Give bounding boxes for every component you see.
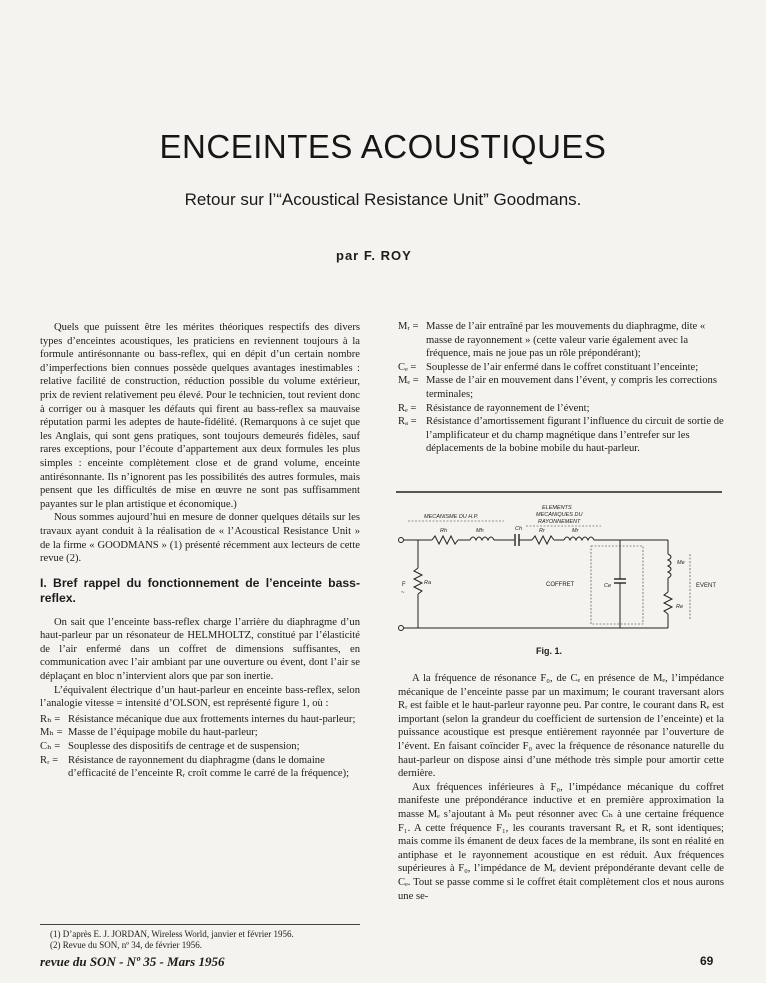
page-title: ENCEINTES ACOUSTIQUES [159, 128, 607, 165]
figure-caption: Fig. 1. [536, 646, 563, 656]
right-paragraph-2: Aux fréquences inférieures à F₀, l’impédance mécanique du coffret manifeste une prépondérance inductive et en première approximation la masse Mₑ s’ajoutant à Mₕ peut résonner avec Cₕ à une certaine fréquence F₁. A cette fréquence F₁, les courants traversant Rₑ et Rᵣ sont identiques; mais comme ils émanent de deux faces de la membrane, ils sont en réalité en antiphase et le rayonnement acoustique en est réduit. Aux fréquences supérieures à F₀, l’impédance de Mₑ devient prépondérante devant celle de Cₑ. Tout se passe comme si le coffret était complètement clos et nous aurons une se- [398, 781, 724, 902]
intro-paragraph-1: Quels que puissent être les mérites théoriques respectifs des divers types d’enceintes acoustiques, les praticiens en reviennent toujours à la formule antirésonnante ou bass-reflex, qui en dépit d’un certain nombre d’imperfections bien connues possède quelques avantages inestimables : relative facilité de construction, réduction possible du volume extérieur, prix de revient relativement peu élevé. Pour le technicien, tout revient donc à corriger ou à masquer les défauts qui firent au bass-reflex sa mauvaise réputation parmi les adeptes de haute-fidélité. (Remarquons à ce sujet que les Anglais, qui sont gens pratiques, sont toujours demeurés fidèles, sauf rares exceptions, pour l’écoute d’appartement aux deux formules les plus simples : enceinte complètement close et de grand volume, enceinte antirésonnante. Ils n’ignorent pas les possibilités des autres formules, mais pensent que les difficultés de mise en œuvre ne sont pas suffisamment payantes sur le plan artistique et économique.) [40, 322, 360, 510]
figure-1-circuit-diagram [396, 488, 726, 658]
definition-text: Résistance de rayonnement de l’évent; [426, 402, 590, 414]
definition-text: Résistance de rayonnement du diaphragme (dans le domaine d’efficacité de l’enceinte Rᵣ croît comme le carré de la fréquence); [68, 754, 350, 780]
definition-item [40, 726, 360, 740]
definition-text: Masse de l’équipage mobile du haut-parleur; [68, 727, 258, 739]
definition-symbol: Rₕ = [40, 713, 61, 725]
label-mecaniques: MECANIQUES DU [536, 512, 583, 518]
right-column [398, 318, 724, 456]
definition-text: Souplesse de l’air enfermé dans le coffret constituant l’enceinte; [426, 361, 699, 373]
definition-symbol: Rₐ = [398, 416, 417, 428]
definition-item [398, 361, 724, 375]
right-column-text [398, 672, 724, 903]
section-heading: I. Bref rappel du fonctionnement de l’enceinte bass-reflex. [40, 575, 360, 605]
section-paragraph-2: L’équivalent électrique d’un haut-parleur en enceinte bass-reflex, selon l’analogie vitesse = intensité d’OLSON, est représenté figure 1, où : [40, 684, 360, 710]
label-mecanisme: MECANISME DU H.P. [424, 514, 479, 520]
footnote-1: (1) D’après E. J. JORDAN, Wireless World, janvier et février 1956. [50, 929, 294, 939]
section-paragraph-1: On sait que l’enceinte bass-reflex charge l’arrière du diaphragme d’un haut-parleur par un résonateur de HELMHOLTZ, constitué par l’élasticité de l’air enfermé dans un coffret de dimensions suffisantes, en communication avec l’air ambiant par une ouverture ou évent, dont l’air se déplaçant en bloc n’intervient alors que par son inertie. [40, 616, 360, 683]
resistor-ra [414, 568, 422, 594]
inductor-mr [564, 537, 594, 540]
footnote-2: (2) Revue du SON, nº 34, de février 1956. [50, 940, 203, 950]
definition-item [398, 320, 724, 361]
left-column [40, 321, 360, 781]
definition-symbol: Cₕ = [40, 741, 61, 753]
definition-text: Masse de l’air entraîné par les mouvements du diaphragme, dite « masse de rayonnement » (cette valeur varie également avec la fréquence, mais ne joue pas un rôle prépondérant); [426, 321, 706, 360]
definition-symbol: Rᵣ = [40, 754, 59, 766]
definition-symbol: Mᵣ = [398, 321, 419, 332]
definition-list-left [40, 713, 360, 781]
coffret-box [591, 546, 643, 624]
journal-footer: revue du SON - Nº 35 - Mars 1956 [40, 954, 225, 969]
circuit-svg [396, 488, 726, 648]
definition-symbol: Mₑ = [398, 375, 419, 387]
label-ra: Ra [424, 580, 432, 586]
right-paragraph-1: A la fréquence de résonance F₀, de Cₑ en présence de Mₑ, l’impédance mécanique de l’enceinte passe par un maximum; le courant traversant alors Rᵣ est faible et le haut-parleur rayonne peu. Par contre, le courant dans Rₑ est important (selon la grandeur du coefficient de surtension de l’enceinte) et la puissance acoustique est presque entièrement rayonnée par l’ouverture de l’évent. En faisant coïncider F₀ avec la fréquence de résonance naturelle du haut-parleur on dispose ainsi d’une méthode très simple pour amortir cette dernière. [398, 673, 724, 780]
definition-item [40, 740, 360, 754]
definition-item [40, 754, 360, 781]
label-ce: Ce [604, 583, 612, 589]
label-event: EVENT [696, 583, 717, 589]
definition-item [40, 713, 360, 727]
resistor-rr [532, 536, 554, 544]
label-me: Me [677, 560, 685, 566]
definition-symbol: Rₑ = [398, 402, 417, 414]
terminal-bottom [399, 626, 404, 631]
definition-symbol: Cₑ = [398, 361, 417, 373]
definition-item [398, 415, 724, 456]
definition-item [398, 374, 724, 401]
inductor-me [668, 554, 671, 578]
definition-list-right [398, 320, 724, 456]
definition-item [398, 402, 724, 416]
terminal-top [399, 538, 404, 543]
label-coffret: COFFRET [546, 582, 575, 588]
definition-text: Résistance d’amortissement figurant l’influence du circuit de sortie de l’amplificateur et du champ magnétique dans l’entrefer sur les déplacements de la bobine mobile du haut-parleur. [426, 416, 724, 455]
definition-symbol: Mₕ = [40, 727, 63, 739]
label-f: F [402, 582, 406, 588]
resistor-rh [432, 536, 458, 544]
label-rr: Rr [539, 528, 545, 534]
ac-source-icon: ~ [401, 590, 405, 596]
intro-paragraph-2: Nous sommes aujourd’hui en mesure de donner quelques détails sur les travaux ayant conduit à la réalisation de « l’Acoustical Resistance Unit » de la firme « GOODMANS » (1) présenté récemment aux lecteurs de cette revue (2). [40, 512, 360, 565]
page-number: 69 [700, 954, 714, 968]
label-rh: Rh [440, 528, 448, 534]
author-byline: par F. ROY [336, 248, 412, 263]
definition-text: Résistance mécanique due aux frottements internes du haut-parleur; [68, 713, 356, 725]
inductor-mh [470, 537, 494, 540]
resistor-re [664, 592, 672, 614]
definition-text: Souplesse des dispositifs de centrage et de suspension; [68, 741, 300, 753]
label-mr: Mr [572, 528, 579, 534]
label-re: Re [676, 604, 684, 610]
definition-text: Masse de l’air en mouvement dans l’évent, y compris les corrections terminales; [426, 375, 717, 400]
footnotes [40, 924, 360, 951]
label-elements: ELEMENTS [542, 505, 572, 511]
page-subtitle: Retour sur l’“Acoustical Resistance Unit” Goodmans. [184, 190, 582, 209]
label-mh: Mh [476, 528, 484, 534]
label-rayonnement: RAYONNEMENT [538, 519, 581, 525]
label-ch: Ch [515, 526, 523, 532]
